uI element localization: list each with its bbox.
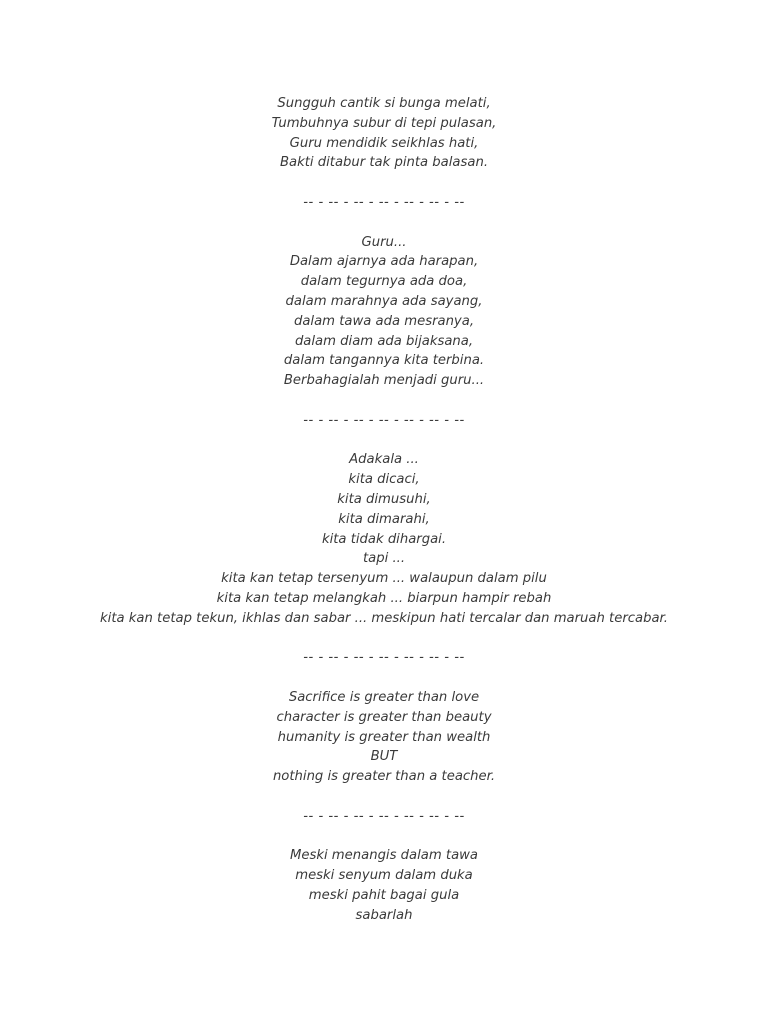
poem-line: Adakala ... [349, 452, 419, 468]
poem-line: Berbahagialah menjadi guru... [283, 373, 485, 389]
poem-line: nothing is greater than a teacher. [272, 769, 496, 785]
poem-line: tapi ... [362, 551, 406, 567]
poem-line: Guru... [361, 234, 407, 250]
poem-line: kita kan tetap melangkah ... biarpun hampir rebah [216, 590, 552, 606]
poem-line: kita kan tetap tersenyum ... walaupun dalam pilu [221, 571, 547, 587]
poem-line: Tumbuhnya subur di tepi pulasan, [271, 115, 497, 131]
stanza-2 [0, 233, 768, 391]
stanza-5 [0, 846, 768, 925]
poem-line: BUT [370, 749, 398, 765]
poem-line: Sungguh cantik si bunga melati, [277, 96, 491, 111]
poem-line: Guru mendidik seikhlas hati, [289, 135, 479, 151]
poem-line: Meski menangis dalam tawa [289, 848, 479, 864]
stanza-3 [0, 450, 768, 628]
poem-line: kita kan tetap tekun, ikhlas dan sabar ... meskipun hati tercalar dan maruah tercabar. [100, 610, 668, 626]
separator: -- - -- - -- - -- - -- - -- - -- [303, 808, 465, 824]
separator: -- - -- - -- - -- - -- - -- - -- [303, 412, 465, 428]
poem-line: kita dimarahi, [338, 511, 430, 527]
poem-line: Sacrifice is greater than love [288, 689, 480, 705]
poem-line: Dalam ajarnya ada harapan, [289, 254, 479, 270]
poem-line: dalam tangannya kita terbina. [283, 353, 485, 369]
poem-line: character is greater than beauty [276, 709, 492, 725]
poem-line: kita dicaci, [348, 472, 420, 488]
poem-line: humanity is greater than wealth [277, 729, 491, 745]
poem-line: kita tidak dihargai. [321, 531, 447, 547]
stanza-4 [0, 688, 768, 787]
poem-line: sabarlah [355, 907, 413, 923]
poem-line: Bakti ditabur tak pinta balasan. [279, 155, 489, 171]
stanza-1 [0, 94, 768, 173]
poem-line: kita dimusuhi, [337, 491, 431, 507]
poem-line: dalam tegurnya ada doa, [300, 274, 468, 290]
poem-line: dalam diam ada bijaksana, [294, 333, 474, 349]
separator: -- - -- - -- - -- - -- - -- - -- [303, 650, 465, 666]
poem-line: dalam tawa ada mesranya, [293, 313, 475, 329]
poem-line: meski pahit bagai gula [308, 887, 460, 903]
poem-line: meski senyum dalam duka [295, 868, 473, 884]
separator: -- - -- - -- - -- - -- - -- - -- [303, 194, 465, 210]
poem-body [0, 94, 768, 925]
poem-line: dalam marahnya ada sayang, [285, 293, 483, 309]
